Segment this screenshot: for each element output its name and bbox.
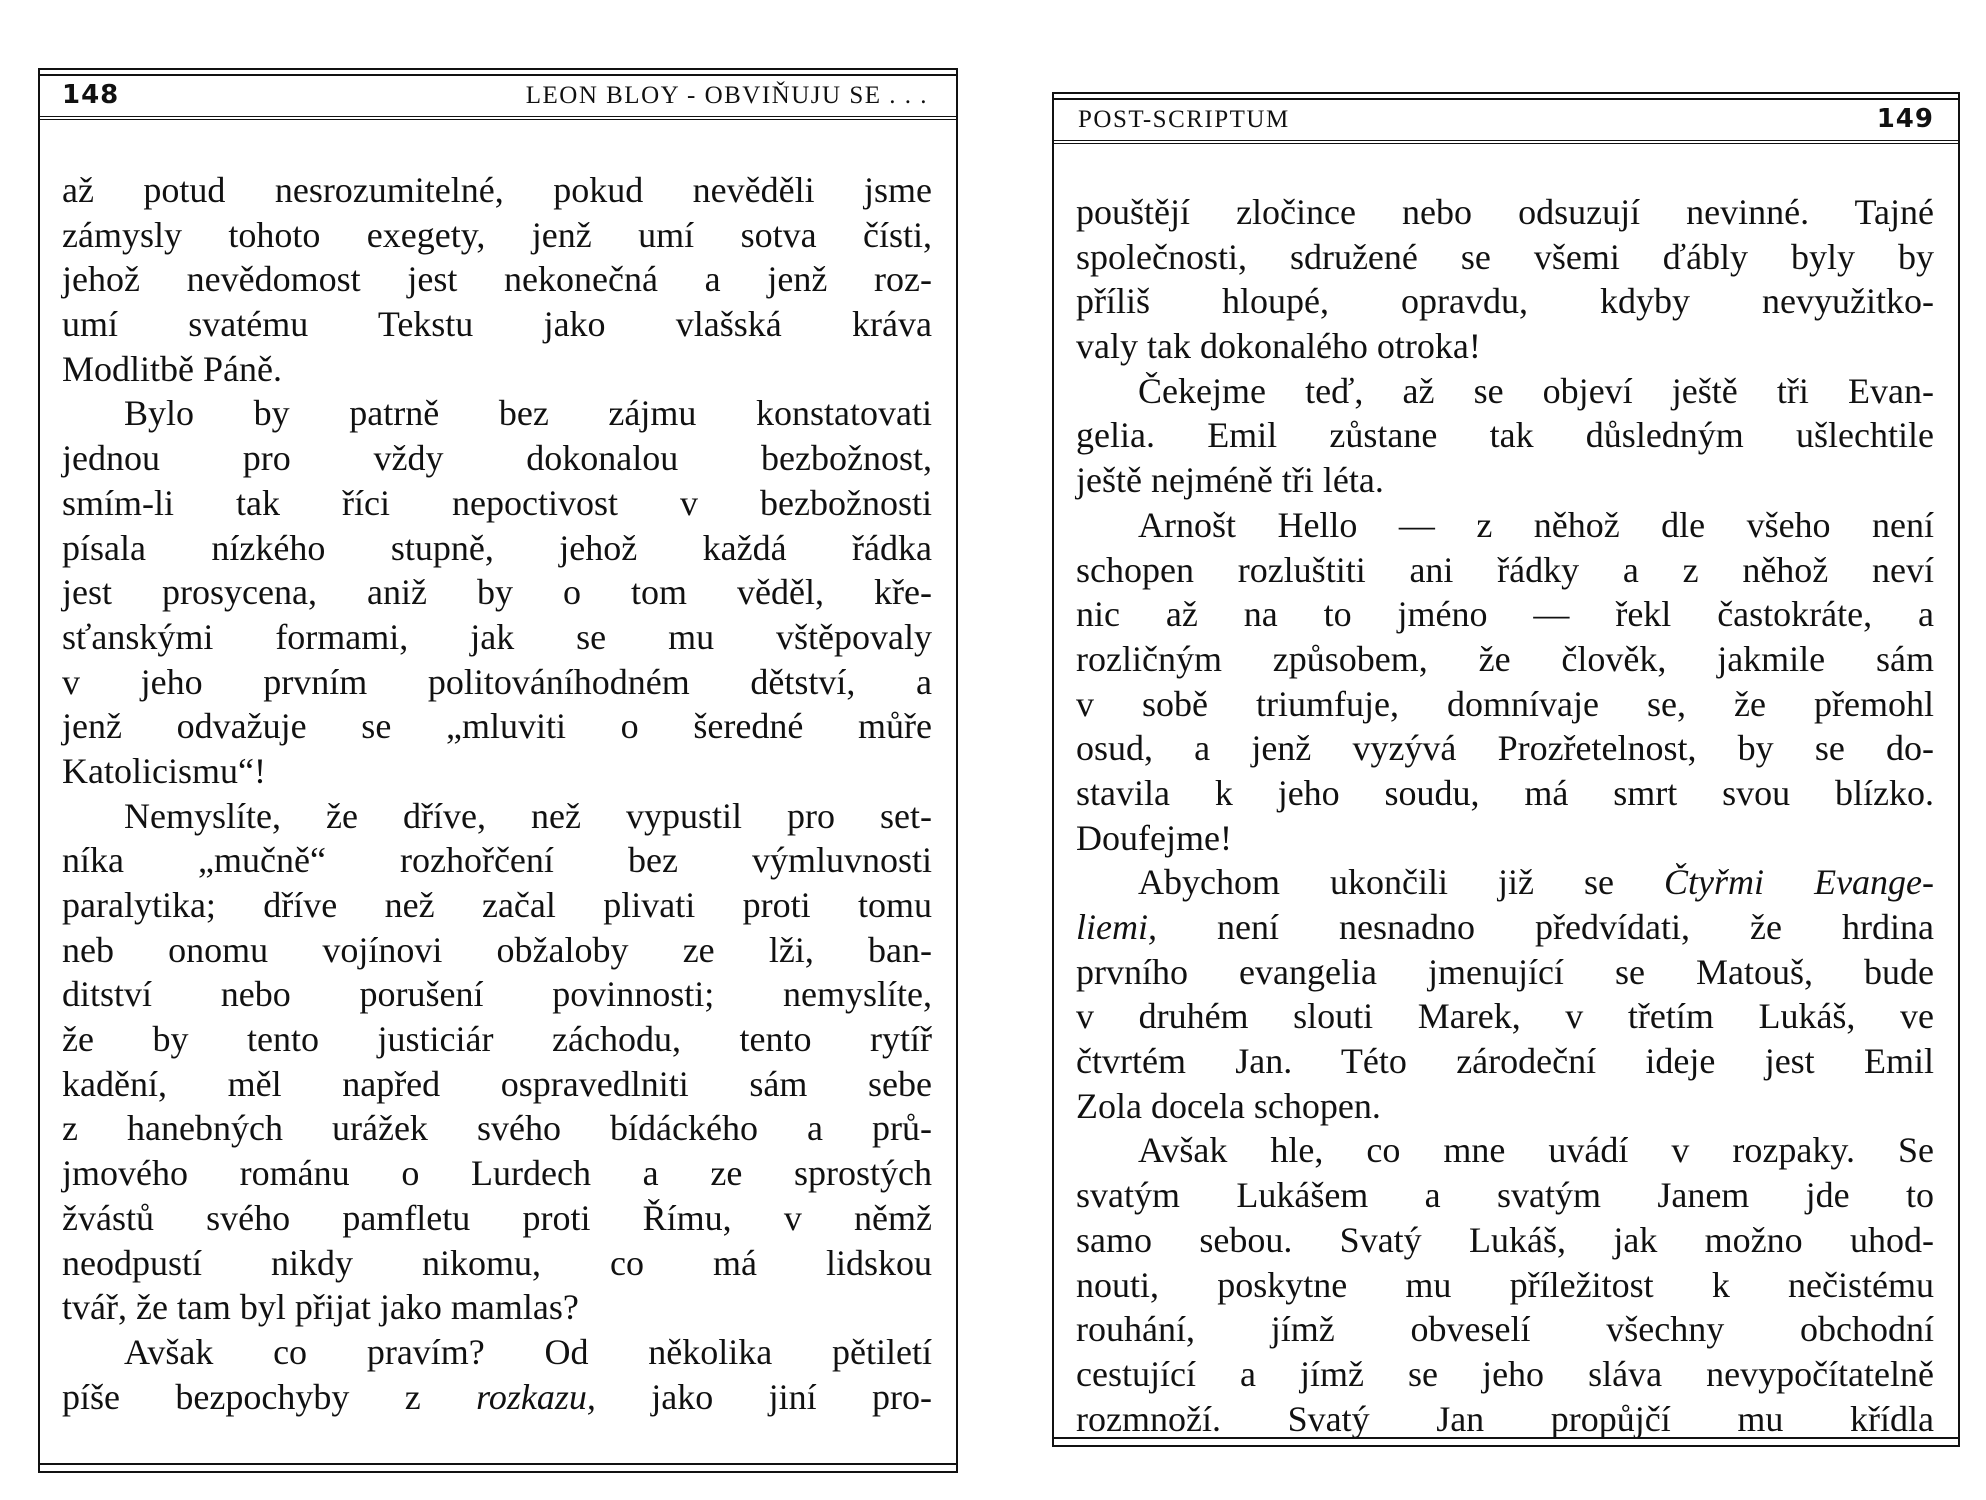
text-line: nic až na to jméno — řekl častokráte, a <box>1076 594 1934 635</box>
text-line: níka „mučně“ rozhořčení bez výmluvnosti <box>62 840 932 881</box>
text-line-mixed <box>1076 905 1934 950</box>
text-line: neodpustí nikdy nikomu, co má lidskou <box>62 1242 932 1283</box>
running-head: LEON BLOY - OBVIŇUJU SE . . . <box>525 82 928 109</box>
text-line: sťanskými formami, jak se mu vštěpovaly <box>62 616 932 657</box>
text-line: jest prosycena, aniž by o tom věděl, kře- <box>62 572 932 613</box>
text-line: stavila k jeho soudu, má smrt svou blízko. <box>1076 772 1934 813</box>
text-line: jenž odvažuje se „mluviti o šeredné můře <box>62 706 932 747</box>
text-line: smím-li tak říci nepoctivost v bezbožnosti <box>62 482 932 523</box>
text-segment: jako jiní pro- <box>651 1376 933 1417</box>
text-line: jehož nevědomost jest nekonečná a jenž roz- <box>62 259 932 300</box>
text-line: rozličným způsobem, že člověk, jakmile sám <box>1076 638 1934 679</box>
text-line: ditství nebo porušení povinnosti; nemyslíte, <box>62 974 932 1015</box>
text-line: tvář, že tam byl přijat jako mamlas? <box>62 1287 579 1328</box>
text-line: kadění, měl napřed ospravedlniti sám sebe <box>62 1063 932 1104</box>
text-line: Modlitbě Páně. <box>62 348 282 389</box>
header-rule <box>1054 98 1958 100</box>
text-line: čtvrtém Jan. Této zárodeční ideje jest Emil <box>1076 1041 1934 1082</box>
italic-text: rozkazu, <box>476 1376 596 1417</box>
paragraph-first-line: Avšak co pravím? Od několika pětiletí <box>124 1331 932 1372</box>
text-line-mixed <box>62 1375 932 1420</box>
text-line: v jeho prvním politováníhodném dětství, a <box>62 661 932 702</box>
text-line-mixed <box>1076 860 1934 905</box>
text-line: zámysly tohoto exegety, jenž umí sotva čísti, <box>62 214 932 255</box>
text-line: Katolicismu“! <box>62 750 266 791</box>
text-line: z hanebných urážek svého bídáckého a prů- <box>62 1108 932 1149</box>
paragraph-first-line: Arnošt Hello — z něhož dle všeho není <box>1138 504 1934 545</box>
text-line: v sobě triumfuje, domnívaje se, že přemohl <box>1076 683 1934 724</box>
italic-text: liemi, <box>1076 907 1157 947</box>
header-rule <box>40 74 956 76</box>
text-line: příliš hloupé, opravdu, kdyby nevyužitko- <box>1076 281 1934 322</box>
text-line: rozmnoží. Svatý Jan propůjčí mu křídla <box>1076 1398 1934 1439</box>
footer-rule <box>1054 1437 1958 1447</box>
text-line: osud, a jenž vyzývá Prozřetelnost, by se do- <box>1076 728 1934 769</box>
text-line: nouti, poskytne mu příležitost k nečistému <box>1076 1264 1934 1305</box>
text-line: jednou pro vždy dokonalou bezbožnost, <box>62 438 932 479</box>
left-page-header <box>40 70 956 120</box>
text-line: valy tak dokonalého otroka! <box>1076 326 1481 367</box>
text-line: až potud nesrozumitelné, pokud nevěděli jsme <box>62 170 932 210</box>
left-page-text <box>62 168 932 1419</box>
paragraph-first-line: Bylo by patrně bez zájmu konstatovati <box>124 393 932 434</box>
text-line: samo sebou. Svatý Lukáš, jak možno uhod- <box>1076 1219 1934 1260</box>
text-line: rouhání, jímž obveselí všechny obchodní <box>1076 1309 1934 1350</box>
running-head: POST-SCRIPTUM <box>1078 106 1290 133</box>
text-segment: Abychom ukončili již se <box>1138 862 1615 903</box>
page-number: 149 <box>1876 104 1934 134</box>
text-line: svatým Lukášem a svatým Janem jde to <box>1076 1175 1934 1216</box>
text-segment: píše bezpochyby z <box>62 1376 421 1417</box>
text-line: žvástů svého pamfletu proti Římu, v němž <box>62 1197 932 1238</box>
text-line: neb onomu vojínovi obžaloby ze lži, ban- <box>62 929 932 970</box>
right-page <box>1052 92 1960 1447</box>
text-line: gelia. Emil zůstane tak důsledným ušlechtile <box>1076 415 1934 456</box>
right-page-text <box>1076 190 1934 1441</box>
text-line: ještě nejméně tři léta. <box>1076 460 1384 501</box>
paragraph-first-line: Čekejme teď, až se objeví ještě tři Evan- <box>1138 370 1934 411</box>
page-number: 148 <box>62 80 120 110</box>
italic-text: Čtyřmi Evange- <box>1664 862 1935 903</box>
text-line: prvního evangelia jmenující se Matouš, bude <box>1076 951 1934 992</box>
text-line: Doufejme! <box>1076 817 1232 858</box>
text-line: cestující a jímž se jeho sláva nevypočítatelně <box>1076 1353 1934 1394</box>
text-line: písala nízkého stupně, jehož každá řádka <box>62 527 932 568</box>
right-page-header <box>1054 94 1958 144</box>
text-line: pouštějí zločince nebo odsuzují nevinné. Tajné <box>1076 192 1934 232</box>
text-line: umí svatému Tekstu jako vlašská kráva <box>62 304 932 345</box>
text-line: paralytika; dříve než začal plivati proti tomu <box>62 885 932 925</box>
text-line: v druhém slouti Marek, v třetím Lukáš, ve <box>1076 996 1934 1037</box>
text-line: jmového románu o Lurdech a ze sprostých <box>62 1153 932 1194</box>
text-line: schopen rozluštiti ani řádky a z něhož neví <box>1076 549 1934 590</box>
text-line: Zola docela schopen. <box>1076 1085 1381 1126</box>
paragraph-first-line: Nemyslíte, že dříve, než vypustil pro set- <box>124 795 932 836</box>
text-line: že by tento justiciár záchodu, tento rytíř <box>62 1019 932 1060</box>
paragraph-first-line: Avšak hle, co mne uvádí v rozpaky. Se <box>1138 1130 1934 1171</box>
text-line: společnosti, sdružené se všemi ďábly byly by <box>1076 236 1934 277</box>
footer-rule <box>40 1463 956 1473</box>
text-segment: není nesnadno předvídati, že hrdina <box>1217 907 1935 947</box>
left-page <box>38 68 958 1473</box>
